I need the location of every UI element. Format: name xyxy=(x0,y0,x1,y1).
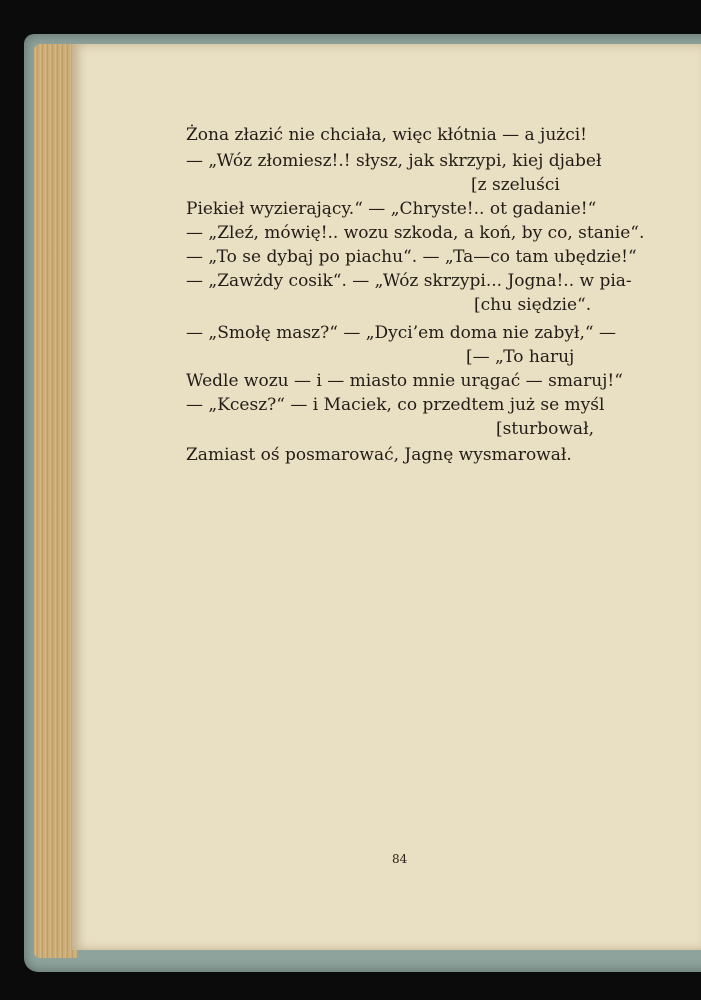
poem-line: — „Zleź, mówię!.. wozu szkoda, a koń, by co, stanie“. xyxy=(186,223,645,243)
page-number: 84 xyxy=(392,852,408,866)
poem-line: Wedle wozu — i — miasto mnie urągać — smaruj!“ xyxy=(186,371,623,391)
poem-line-continuation: [— „To haruj xyxy=(466,347,575,367)
poem-line: — „Kcesz?“ — i Maciek, co przedtem już se myśl xyxy=(186,395,605,415)
poem-line: — „Smołę masz?“ — „Dyci’em doma nie zabył,“ — xyxy=(186,323,616,343)
poem-line-continuation: [sturbował, xyxy=(496,419,594,439)
poem-line: — „Wóz złomiesz!.! słysz, jak skrzypi, kiej djabeł xyxy=(186,151,602,171)
poem-line: Zamiast oś posmarować, Jagnę wysmarował. xyxy=(186,445,572,465)
poem-line-continuation: [chu siędzie“. xyxy=(474,295,592,315)
poem-line: Piekieł wyzierający.“ — „Chryste!.. ot gadanie!“ xyxy=(186,199,597,219)
book-page xyxy=(72,44,701,950)
poem-line: Żona złazić nie chciała, więc kłótnia — a jużci! xyxy=(186,125,588,145)
poem-line-continuation: [z szeluści xyxy=(471,175,560,195)
poem-line: — „Zawżdy cosik“. — „Wóz skrzypi... Jogna!.. w pia- xyxy=(186,271,632,291)
poem-line: — „To se dybaj po piachu“. — „Ta—co tam ubędzie!“ xyxy=(186,247,637,267)
